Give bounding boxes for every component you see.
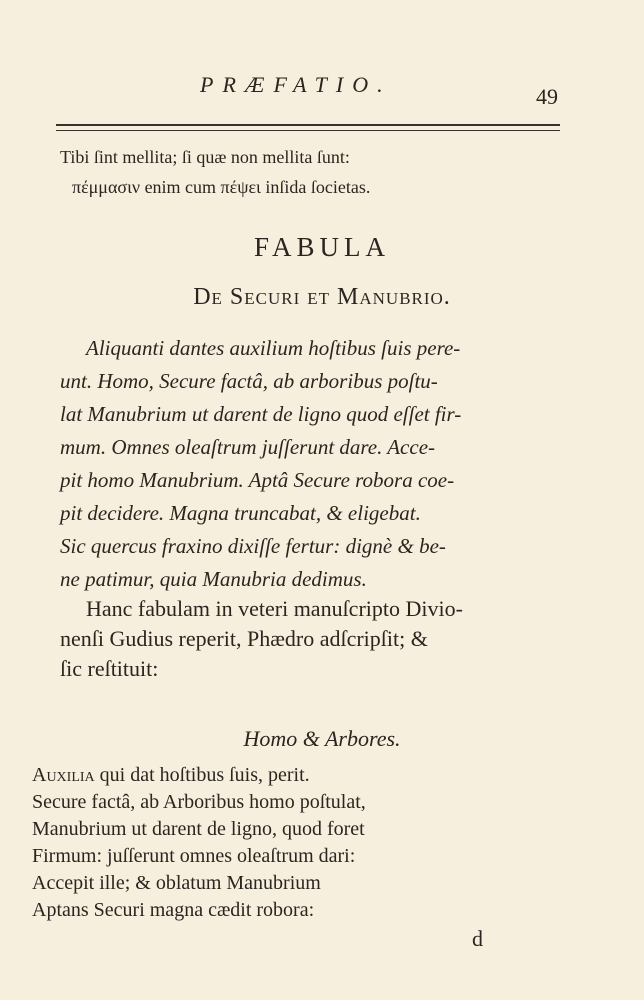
commentary-line: nenſi Gudius reperit, Phædro adſcripſit; & [60, 626, 428, 651]
page-header [0, 72, 644, 112]
verse-line: Manubrium ut darent de ligno, quod foret [32, 818, 365, 840]
verse-line: Accepit ille; & oblatum Manubrium [32, 872, 321, 894]
fable-prose [60, 332, 560, 596]
motto-line: πέμμασιν enim cum πέψει inſida ſocietas. [72, 177, 371, 197]
verse-first-word: Auxilia [32, 764, 95, 786]
running-title: PRÆFATIO. [200, 72, 392, 97]
verse-line: Secure factâ, ab Arboribus homo poſtulat, [32, 791, 366, 813]
prose-line: pit decidere. Magna truncabat, & eligebat. [60, 501, 421, 525]
fable-heading: FABULA [253, 232, 390, 262]
prose-line: mum. Omnes oleaſtrum juſſerunt dare. Acce- [60, 435, 436, 459]
verse-line: Aptans Securi magna cædit robora: [32, 899, 315, 921]
header-rule-thin [56, 130, 560, 131]
page-number: 49 [536, 84, 558, 109]
fable-subtitle: De Securi et Manubrio. [193, 284, 451, 310]
prose-line: Sic quercus fraxino dixiſſe fertur: dignè & be- [60, 534, 446, 558]
verse-first-line-rest: qui dat hoſtibus ſuis, perit. [94, 764, 310, 786]
commentary-line: ſic reſtituit: [60, 656, 159, 681]
prose-line: ne patimur, quia Manubria dedimus. [60, 567, 367, 591]
verse-line: Firmum: juſſerunt omnes oleaſtrum dari: [32, 845, 356, 867]
header-rule [56, 124, 560, 126]
motto-block [60, 142, 560, 202]
prose-line: pit homo Manubrium. Aptâ Secure robora coe- [60, 468, 455, 492]
commentary-line: Hanc fabulam in veteri manuſcripto Divio- [86, 596, 463, 621]
commentary-paragraph [60, 594, 560, 684]
signature-mark: d [472, 926, 483, 951]
verse-line [32, 762, 532, 789]
prose-line: unt. Homo, Secure factâ, ab arboribus poſtu- [60, 369, 438, 393]
poem-verses [32, 762, 532, 924]
prose-line: lat Manubrium ut darent de ligno quod eſſet fir- [60, 402, 462, 426]
poem-title: Homo & Arbores. [243, 726, 401, 751]
motto-line: Tibi ſint mellita; ſi quæ non mellita ſunt: [60, 147, 350, 167]
prose-line: Aliquanti dantes auxilium hoſtibus ſuis pere- [86, 336, 461, 360]
